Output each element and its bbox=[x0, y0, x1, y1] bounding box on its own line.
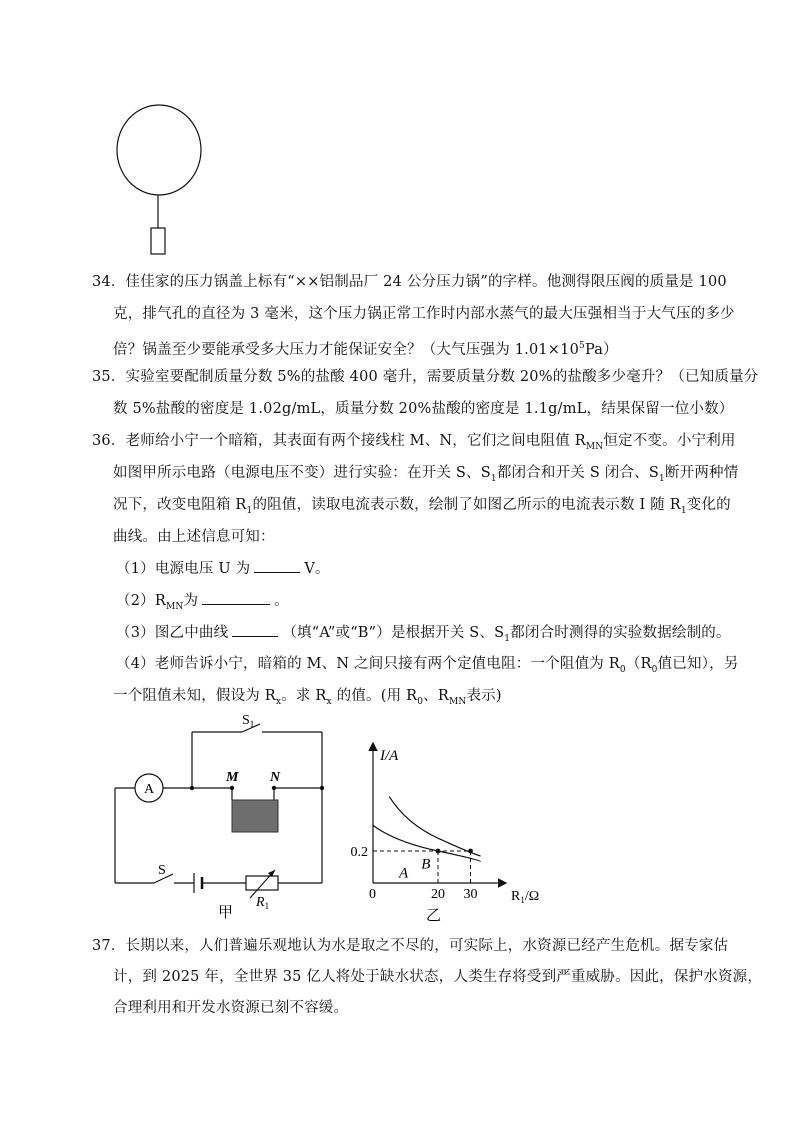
curve-label-a: A bbox=[399, 865, 409, 882]
circuit-diagram bbox=[110, 710, 340, 922]
unit-text: Pa） bbox=[584, 341, 618, 358]
text: 恒定不变。小宁利用 bbox=[603, 433, 736, 449]
text: 值已知），另 bbox=[657, 656, 739, 672]
problem-34-line-1: 34．佳佳家的压力锅盖上标有“××铝制品厂 24 公分压力锅”的字样。他测得限压阀的质量是 100 bbox=[92, 274, 727, 290]
question-4-line-2 bbox=[113, 686, 502, 712]
ball-circle bbox=[117, 105, 201, 195]
question-3 bbox=[116, 622, 731, 649]
junction-dot bbox=[320, 786, 324, 790]
switch-s1-label: $S_1$ bbox=[242, 713, 255, 729]
terminal-n-label: N bbox=[270, 770, 281, 785]
text: 的阻值，读取电流表示数，绘制了如图乙所示的电流表示数 I 随 R bbox=[252, 497, 681, 513]
subscript: 1 bbox=[659, 473, 665, 484]
y-axis-label: I/A bbox=[380, 748, 399, 764]
data-point-1 bbox=[436, 849, 441, 854]
ammeter-label: A bbox=[143, 782, 155, 797]
problem-34-line-2: 克，排气孔的直径为 3 毫米，这个压力锅正常工作时内部水蒸气的最大压强相当于大气压的多少 bbox=[113, 306, 735, 322]
subscript: 1 bbox=[680, 505, 687, 516]
problem-37-line-1: 37．长期以来，人们普遍乐观地认为水是取之不尽的，可实际上，水资源已经产生危机。据专家估 bbox=[92, 938, 729, 954]
suspended-ball-figure bbox=[110, 95, 210, 260]
terminal-m-dot bbox=[230, 786, 234, 790]
problem-37-line-2: 计，到 2025 年，全世界 35 亿人将处于缺水状态，人类生存将受到严重威胁。因此，保护水资源， bbox=[113, 969, 763, 985]
problem-36-line-1 bbox=[92, 431, 736, 457]
text: （填“A”或“B”）是根据开关 S、S bbox=[282, 625, 505, 641]
figure-caption-yi: 乙 bbox=[426, 908, 442, 924]
problem-35-line-2: 数 5%盐酸的密度是 1.02g/mL，质量分数 20%盐酸的密度是 1.1g/mL，结果保留一位小数） bbox=[113, 401, 734, 417]
question-2-text: （2）R bbox=[116, 593, 166, 609]
text: （R bbox=[625, 656, 652, 672]
text: 为 bbox=[183, 593, 199, 609]
problem-36-line-3 bbox=[113, 495, 731, 521]
y-tick-label: 0.2 bbox=[350, 845, 368, 860]
problem-35-line-1: 35．实验室要配制质量分数 5%的盐酸 400 毫升，需要质量分数 20%的盐酸多少毫升？（已知质量分 bbox=[92, 369, 759, 385]
subscript: 0 bbox=[651, 664, 658, 675]
question-2 bbox=[116, 590, 289, 617]
problem-34-text: 倍？锅盖至少要能承受多大压力才能保证安全？（大气压强为 1.01×10 bbox=[113, 341, 579, 358]
switch-s-label: S bbox=[158, 863, 166, 878]
terminal-n-dot bbox=[272, 786, 276, 790]
text: 都闭合时测得的实验数据绘制的。 bbox=[510, 625, 731, 641]
question-1-unit: V。 bbox=[304, 561, 330, 577]
weight-block bbox=[151, 228, 165, 254]
origin-label: 0 bbox=[369, 887, 376, 902]
figure-caption-jia: 甲 bbox=[218, 905, 234, 921]
subscript: 1 bbox=[246, 505, 253, 516]
text: （4）老师告诉小宁，暗箱的 M、N 之间只接有两个定值电阻：一个阻值为 R bbox=[116, 656, 620, 672]
curve-b bbox=[389, 797, 480, 856]
problem-36-line-4: 曲线。由上述信息可知： bbox=[113, 529, 275, 545]
subscript: 1 bbox=[504, 633, 511, 644]
text: 表示) bbox=[466, 688, 502, 704]
subscript: 0 bbox=[619, 664, 626, 675]
text: 变化的 bbox=[686, 497, 731, 513]
text: 都闭合和开关 S 闭合、S bbox=[496, 465, 659, 481]
subscript: 1 bbox=[490, 473, 497, 484]
text: 、R bbox=[423, 688, 449, 704]
answer-blank-2[interactable] bbox=[202, 590, 270, 605]
data-point-2 bbox=[468, 849, 473, 854]
curve-label-b: B bbox=[421, 856, 431, 873]
answer-blank-1[interactable] bbox=[254, 558, 300, 573]
text: 36．老师给小宁一个暗箱，其表面有两个接线柱 M、N，它们之间电阻值 R bbox=[92, 433, 586, 449]
problem-37-line-3: 合理利用和开发水资源已刻不容缓。 bbox=[113, 1000, 349, 1016]
text: 一个阻值未知，假设为 R bbox=[113, 688, 276, 704]
problem-36-line-2 bbox=[113, 463, 738, 489]
subscript: MN bbox=[165, 601, 184, 612]
question-1 bbox=[116, 558, 330, 579]
x-tick-label-20: 20 bbox=[431, 887, 445, 902]
text: 断开两种情 bbox=[664, 465, 739, 481]
black-box bbox=[232, 800, 278, 832]
text: 况下，改变电阻箱 R bbox=[113, 497, 247, 513]
question-1-text: （1）电源电压 U 为 bbox=[116, 561, 251, 577]
problem-34-line-3 bbox=[113, 336, 618, 360]
subscript: MN bbox=[585, 441, 604, 452]
x-tick-label-30: 30 bbox=[463, 887, 478, 902]
resistor-box-r1 bbox=[246, 876, 278, 890]
text: 。 bbox=[274, 593, 289, 609]
subscript: x bbox=[275, 696, 282, 707]
subscript: x bbox=[326, 696, 332, 707]
text: 。求 R bbox=[281, 688, 327, 704]
question-4-line-1 bbox=[116, 654, 739, 680]
current-resistance-graph bbox=[340, 740, 560, 925]
resistor-label: $R_1$ bbox=[256, 895, 270, 911]
x-axis-label: $R_1/\Omega$ bbox=[511, 889, 540, 905]
text: 如图甲所示电路（电源电压不变）进行实验：在开关 S、S bbox=[113, 465, 491, 481]
question-3-text: （3）图乙中曲线 bbox=[116, 625, 229, 641]
subscript: MN bbox=[449, 696, 467, 707]
superscript: 5 bbox=[579, 341, 585, 351]
terminal-m-label: M bbox=[226, 770, 239, 785]
text: 的值。(用 R bbox=[331, 688, 418, 704]
junction-dot bbox=[190, 786, 194, 790]
answer-blank-3[interactable] bbox=[232, 622, 278, 637]
subscript: 0 bbox=[417, 696, 424, 707]
